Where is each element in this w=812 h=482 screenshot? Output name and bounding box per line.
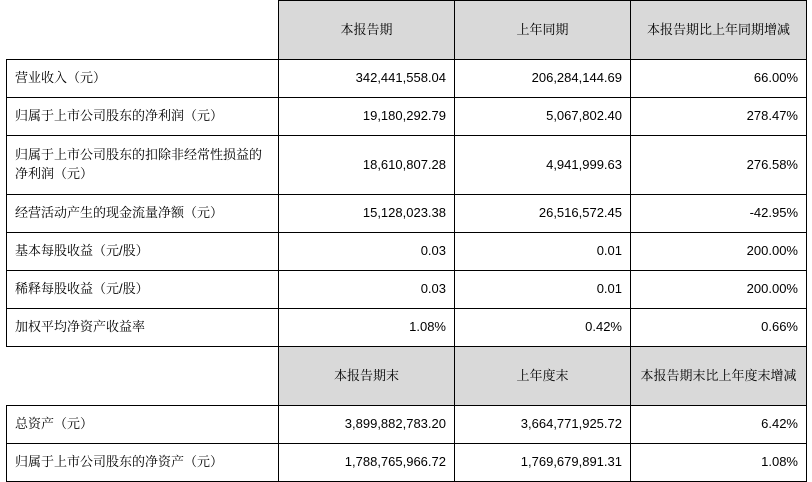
row-label: 归属于上市公司股东的扣除非经常性损益的净利润（元） <box>7 136 279 195</box>
row-value-change: 0.66% <box>631 309 807 347</box>
table-row <box>7 60 807 98</box>
row-value-prior: 0.01 <box>455 271 631 309</box>
row-value-prior: 0.42% <box>455 309 631 347</box>
row-value-change: 200.00% <box>631 271 807 309</box>
header-cell-empty <box>7 347 279 406</box>
row-label: 基本每股收益（元/股） <box>7 233 279 271</box>
table-header-row-balance <box>7 347 807 406</box>
header-cell-period-change: 本报告期比上年同期增减 <box>631 1 807 60</box>
table-row <box>7 309 807 347</box>
row-label: 经营活动产生的现金流量净额（元） <box>7 195 279 233</box>
row-value-prior: 26,516,572.45 <box>455 195 631 233</box>
row-label: 归属于上市公司股东的净利润（元） <box>7 98 279 136</box>
row-value-prior: 4,941,999.63 <box>455 136 631 195</box>
table-header-row-period <box>7 1 807 60</box>
row-value-current: 1.08% <box>279 309 455 347</box>
row-value-change: 278.47% <box>631 98 807 136</box>
row-value-current: 15,128,023.38 <box>279 195 455 233</box>
row-value-current: 18,610,807.28 <box>279 136 455 195</box>
row-label: 总资产（元） <box>7 406 279 444</box>
table-row <box>7 444 807 482</box>
row-value-prior: 206,284,144.69 <box>455 60 631 98</box>
header-cell-prior-year-end: 上年度末 <box>455 347 631 406</box>
row-value-change: 276.58% <box>631 136 807 195</box>
header-cell-empty <box>7 1 279 60</box>
row-value-current: 342,441,558.04 <box>279 60 455 98</box>
table-row <box>7 406 807 444</box>
row-value-current: 3,899,882,783.20 <box>279 406 455 444</box>
row-value-change: -42.95% <box>631 195 807 233</box>
header-cell-prior-period: 上年同期 <box>455 1 631 60</box>
header-cell-balance-change: 本报告期末比上年度末增减 <box>631 347 807 406</box>
row-value-change: 66.00% <box>631 60 807 98</box>
table-row <box>7 98 807 136</box>
table-row <box>7 233 807 271</box>
table-row <box>7 271 807 309</box>
row-value-current: 0.03 <box>279 233 455 271</box>
row-value-current: 0.03 <box>279 271 455 309</box>
row-label: 营业收入（元） <box>7 60 279 98</box>
row-value-change: 6.42% <box>631 406 807 444</box>
row-value-prior: 1,769,679,891.31 <box>455 444 631 482</box>
row-value-current: 1,788,765,966.72 <box>279 444 455 482</box>
header-cell-period-end: 本报告期末 <box>279 347 455 406</box>
financial-summary-table <box>6 0 807 482</box>
row-value-prior: 0.01 <box>455 233 631 271</box>
header-cell-current-period: 本报告期 <box>279 1 455 60</box>
row-label: 加权平均净资产收益率 <box>7 309 279 347</box>
row-value-current: 19,180,292.79 <box>279 98 455 136</box>
table-row <box>7 136 807 195</box>
row-label: 稀释每股收益（元/股） <box>7 271 279 309</box>
row-value-change: 200.00% <box>631 233 807 271</box>
row-value-prior: 3,664,771,925.72 <box>455 406 631 444</box>
row-label: 归属于上市公司股东的净资产（元） <box>7 444 279 482</box>
row-value-change: 1.08% <box>631 444 807 482</box>
table-row <box>7 195 807 233</box>
row-value-prior: 5,067,802.40 <box>455 98 631 136</box>
